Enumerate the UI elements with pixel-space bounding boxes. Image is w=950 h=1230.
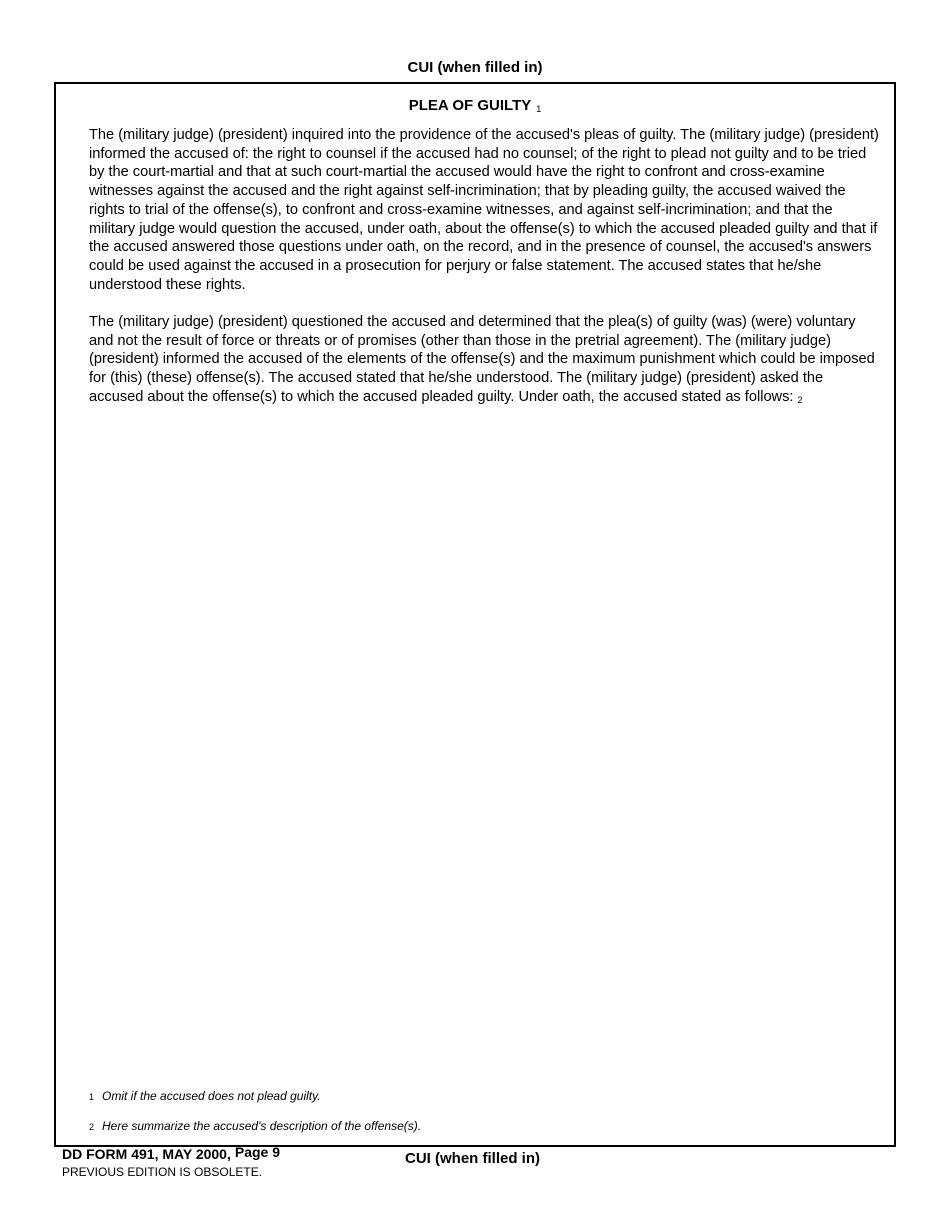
footnote-number: 2 (89, 1122, 95, 1132)
paragraph-plea-questioning (89, 313, 879, 408)
form-frame (54, 82, 896, 1147)
cui-marking-bottom: CUI (when filled in) (405, 1150, 540, 1167)
footnote-number: 1 (89, 1092, 95, 1102)
footnote-2 (89, 1119, 421, 1133)
paragraph-plea-questioning-text: The (military judge) (president) questioned the accused and determined that the plea(s) of guilty (was) (were) voluntary and not the result of force or threats or of promises (other than those in the pretrial agreement). The (military judge) (president) informed the accused of the elements of the offense(s) and the maximum punishment which could be imposed for (this) (these) offense(s). The accused stated that he/she understood. The (military judge) (president) asked the accused about the offense(s) to which the accused pleaded guilty. Under oath, the accused stated as follows: (89, 314, 875, 405)
form-identifier (62, 1146, 280, 1162)
cui-marking-top: CUI (when filled in) (407, 59, 543, 76)
footnote-text: Here summarize the accused's description of the offense(s). (102, 1119, 422, 1133)
footnote-text: Omit if the accused does not plead guilty. (102, 1089, 321, 1103)
paragraph-footnote-ref: 2 (797, 394, 803, 405)
title-footnote-ref: 1 (536, 104, 542, 114)
section-title (56, 97, 894, 114)
footnote-1 (89, 1089, 321, 1103)
section-title-text: PLEA OF GUILTY (408, 97, 532, 114)
paragraph-providence-inquiry: The (military judge) (president) inquired into the providence of the accused's pleas of guilty. The (military judge) (president) informed the accused of: the right to counsel if the accused had no counsel; of the right to plead not guilty and to be tried by the court-martial and that at such court-martial the accused would have the right to confront and cross-examine witnesses against the accused and the right against self-incrimination; that by pleading guilty, the accused waived the rights to trial of the offense(s), to confront and cross-examine witnesses, and against self-incrimination; and that the military judge would question the accused, under oath, about the offense(s) to which the accused pleaded guilty and that if the accused answered those questions under oath, on the record, and in the presence of counsel, the accused's answers could be used against the accused in a prosecution for perjury or false statement. The accused states that he/she understood these rights. (89, 127, 879, 293)
page-number: Page 9 (234, 1144, 280, 1160)
form-id-text: DD FORM 491, MAY 2000, (62, 1146, 231, 1162)
edition-note: PREVIOUS EDITION IS OBSOLETE. (62, 1165, 263, 1179)
